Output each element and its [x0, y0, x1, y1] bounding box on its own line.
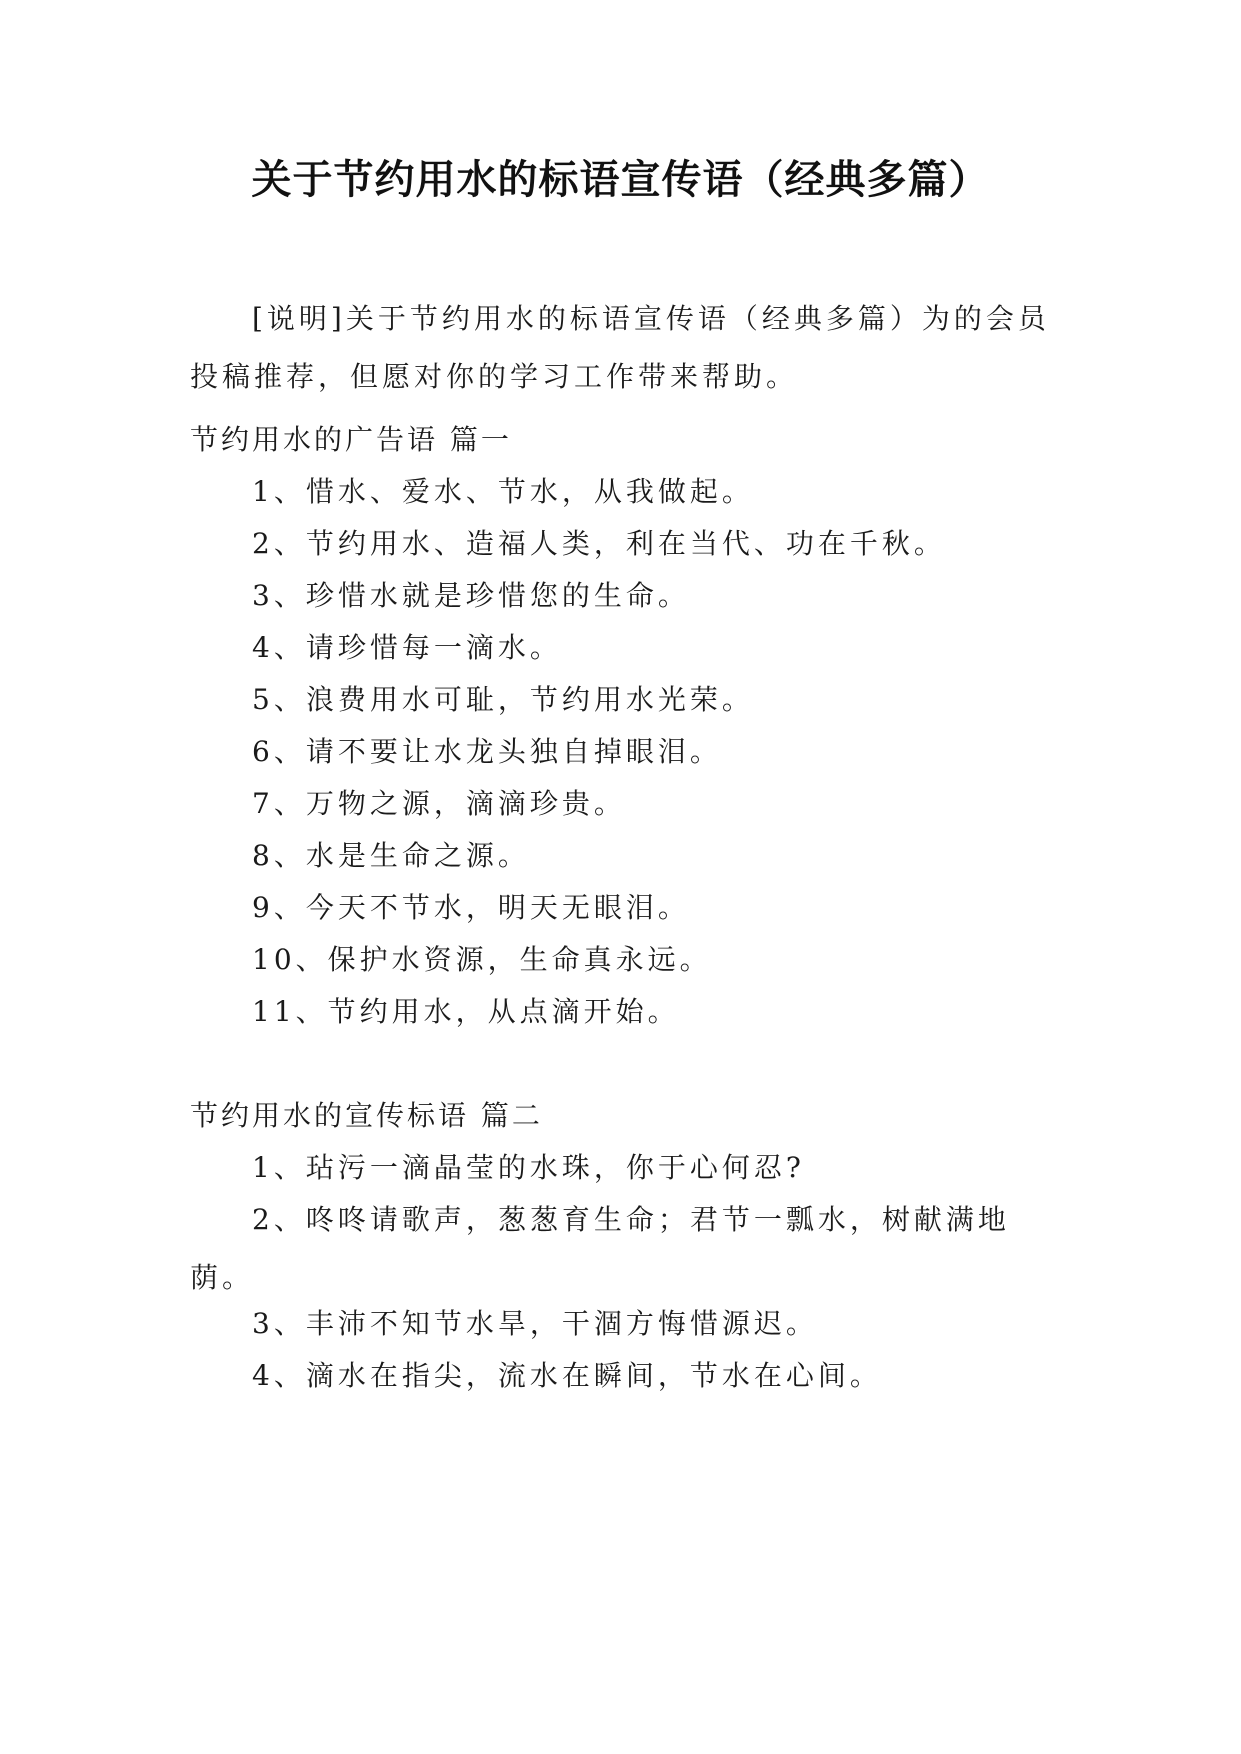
list-item: 10、保护水资源，生命真永远。 [252, 943, 712, 976]
section-heading-2: 节约用水的宣传标语 篇二 [190, 1099, 543, 1132]
intro-paragraph: [说明]关于节约用水的标语宣传语（经典多篇）为的会员投稿推荐，但愿对你的学习工作带来帮助。 [190, 302, 1050, 393]
list-item: 4、请珍惜每一滴水。 [252, 631, 562, 664]
list-item: 1、惜水、爱水、节水，从我做起。 [252, 475, 754, 508]
list-item: 9、今天不节水，明天无眼泪。 [252, 891, 690, 924]
list-item: 6、请不要让水龙头独自掉眼泪。 [252, 735, 722, 768]
list-item: 2、咚咚请歌声，葱葱育生命；君节一瓢水，树献满地荫。 [190, 1203, 1010, 1294]
section-heading-1: 节约用水的广告语 篇一 [190, 423, 512, 456]
list-item: 11、节约用水，从点滴开始。 [252, 995, 680, 1028]
list-item: 3、珍惜水就是珍惜您的生命。 [252, 579, 690, 612]
list-item: 3、丰沛不知节水旱，干涸方悔惜源迟。 [252, 1307, 818, 1340]
list-item: 8、水是生命之源。 [252, 839, 530, 872]
list-item: 5、浪费用水可耻，节约用水光荣。 [252, 683, 754, 716]
list-item: 1、玷污一滴晶莹的水珠，你于心何忍? [252, 1151, 805, 1184]
list-item: 4、滴水在指尖，流水在瞬间，节水在心间。 [252, 1359, 882, 1392]
page-title: 关于节约用水的标语宣传语（经典多篇） [251, 157, 990, 203]
list-item: 2、节约用水、造福人类，利在当代、功在千秋。 [252, 527, 946, 560]
list-item: 7、万物之源，滴滴珍贵。 [252, 787, 626, 820]
